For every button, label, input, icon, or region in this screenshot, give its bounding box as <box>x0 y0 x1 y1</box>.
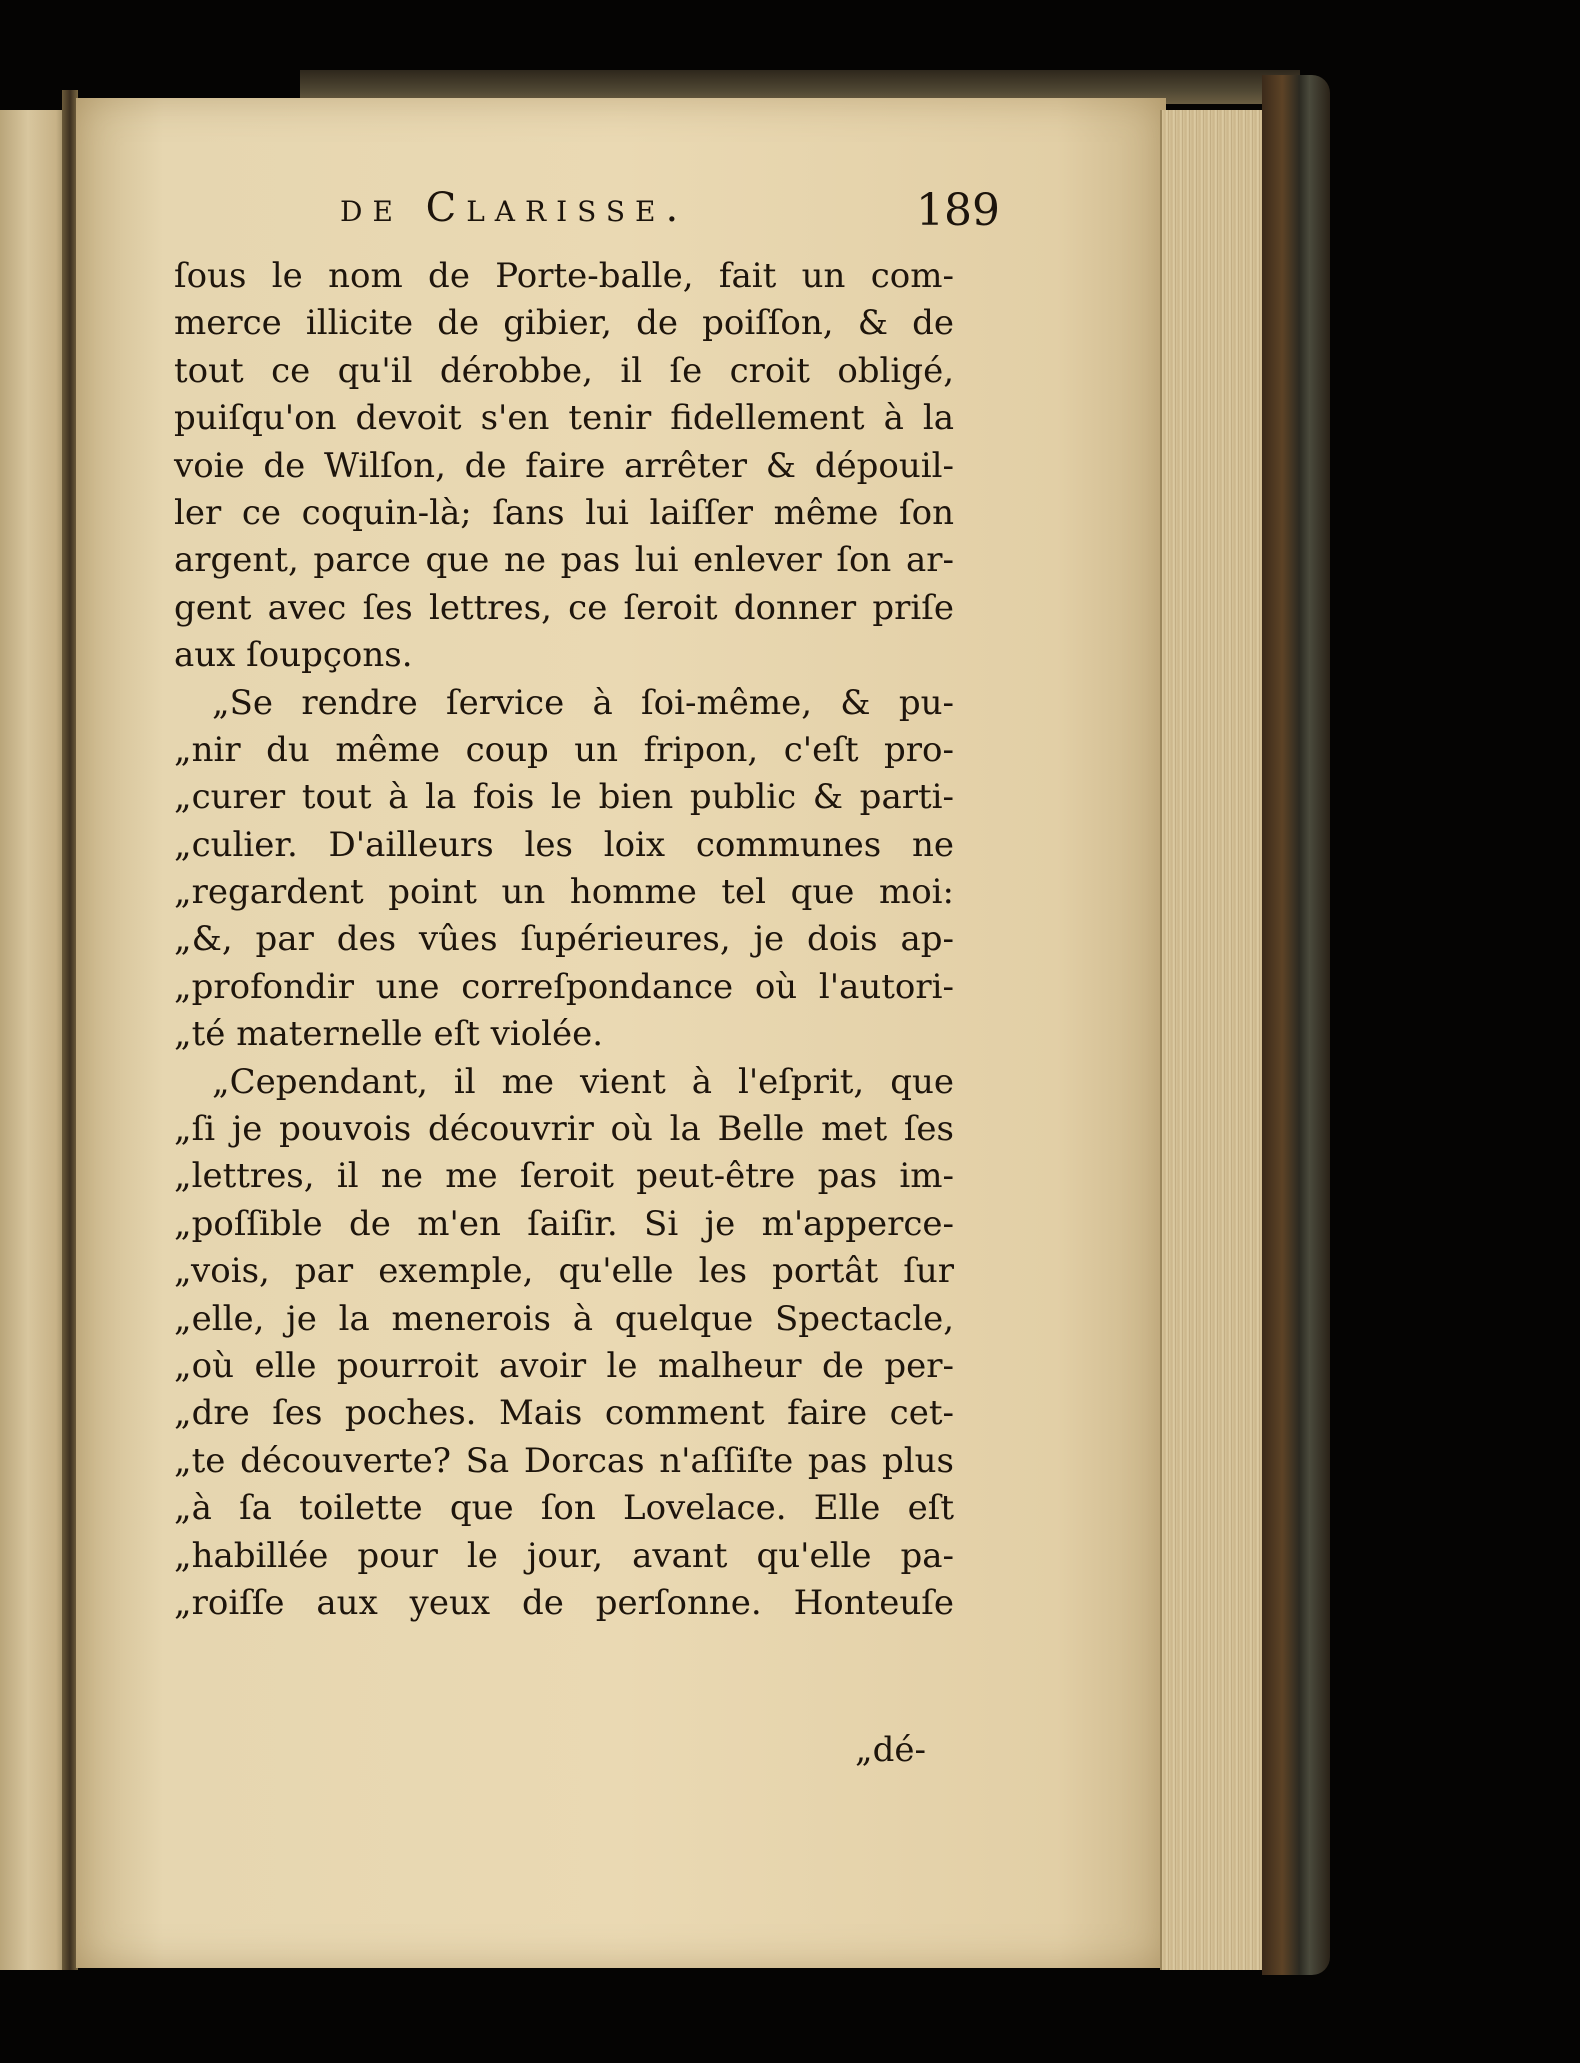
text-line: „lettres, il ne me ſeroit peut-être pas im- <box>174 1156 954 1197</box>
running-title: de Clarisse. <box>340 185 689 231</box>
text-line: „où elle pourroit avoir le malheur de per- <box>174 1345 954 1386</box>
text-line: „culier. D'ailleurs les loix communes ne <box>174 824 954 865</box>
text-line: „té maternelle eſt violée. <box>174 1014 604 1055</box>
page-number: 189 <box>916 185 1000 236</box>
text-line: ſous le nom de Porte-balle, fait un com- <box>174 256 954 296</box>
page-header <box>250 185 1000 245</box>
catchword: „dé- <box>855 1730 926 1770</box>
text-line: „curer tout à la fois le bien public & parti- <box>174 777 954 818</box>
body-text <box>174 253 954 1627</box>
text-line: „profondir une correſpondance où l'autori- <box>174 966 954 1007</box>
text-line: „Se rendre ſervice à ſoi-même, & pu- <box>212 682 954 723</box>
text-line: „roiſſe aux yeux de perſonne. Honteuſe <box>174 1582 954 1623</box>
text-line: gent avec ſes lettres, ce ſeroit donner priſe <box>174 587 954 628</box>
text-line: merce illicite de gibier, de poiſſon, & de <box>174 303 954 344</box>
page-edges <box>1160 110 1272 1970</box>
text-line: „Cependant, il me vient à l'eſprit, que <box>212 1061 954 1102</box>
text-line: „nir du même coup un fripon, c'eſt pro- <box>174 729 954 770</box>
text-line: „vois, par exemple, qu'elle les portât ſur <box>174 1251 954 1292</box>
text-line: aux ſoupçons. <box>174 635 413 676</box>
text-line: „dre ſes poches. Mais comment faire cet- <box>174 1393 954 1434</box>
text-line: ler ce coquin-là; ſans lui laiſſer même ſon <box>174 492 954 533</box>
text-line: „&, par des vûes ſupérieures, je dois ap- <box>174 919 954 960</box>
text-line: puiſqu'on devoit s'en tenir fidellement à la <box>174 398 954 439</box>
text-line: tout ce qu'il dérobbe, il ſe croit obligé, <box>174 350 954 391</box>
text-line: „regardent point un homme tel que moi: <box>174 872 954 913</box>
text-line: argent, parce que ne pas lui enlever ſon ar- <box>174 540 954 581</box>
text-line: „ſi je pouvois découvrir où la Belle met ſes <box>174 1109 954 1150</box>
text-line: „te découverte? Sa Dorcas n'aſſiſte pas plus <box>174 1440 954 1481</box>
text-line: „habillée pour le jour, avant qu'elle pa- <box>174 1535 954 1576</box>
text-line: „poſſible de m'en ſaiſir. Si je m'apperce- <box>174 1203 954 1244</box>
text-line: „elle, je la menerois à quelque Spectacle, <box>174 1298 954 1339</box>
text-line: „à ſa toilette que ſon Lovelace. Elle eſt <box>174 1488 954 1529</box>
text-line: voie de Wilſon, de faire arrêter & dépouil- <box>174 445 954 486</box>
book-spine <box>1262 75 1330 1975</box>
